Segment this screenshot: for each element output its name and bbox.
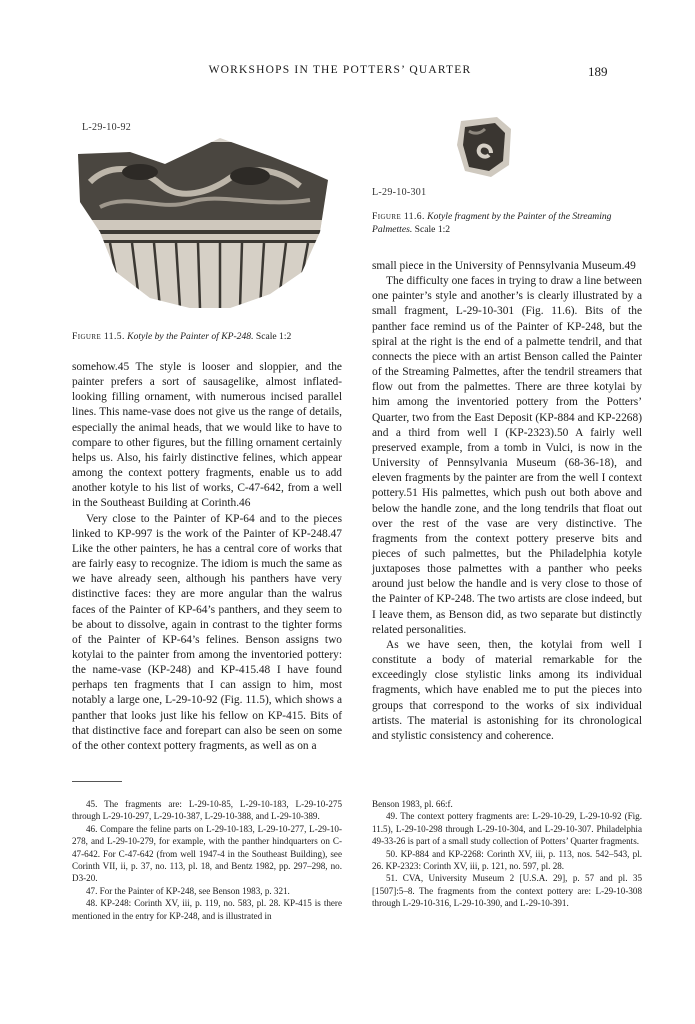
footnote: 50. KP-884 and KP-2268: Corinth XV, iii, p. 113, nos. 542–543, pl. 26. KP-2323: Corinth XV, iii, p. 121, no. 597, pl. 28.	[372, 848, 642, 872]
running-title: WORKSHOPS IN THE POTTERS’ QUARTER	[208, 64, 472, 76]
paragraph: small piece in the University of Pennsylvania Museum.49	[372, 260, 636, 272]
figure-11-5-photo	[70, 112, 332, 312]
footnote: 47. For the Painter of KP-248, see Benson 1983, p. 321.	[86, 885, 290, 896]
footnote: 51. CVA, University Museum 2 [U.S.A. 29], p. 57 and pl. 35 [1507]:5–8. The fragments from the context pottery are: L-29-10-308 through L-29-10-316, L-29-10-390, and L-29-10-391.	[372, 873, 642, 909]
fragment-photo-illustration	[455, 115, 515, 179]
figure-11-6-caption: Figure 11.6. Kotyle fragment by the Painter of the Streaming Palmettes. Scale 1:2	[372, 211, 612, 235]
body-column-right	[372, 259, 642, 744]
footnote: Benson 1983, pl. 66:f.	[372, 799, 453, 809]
paragraph: somehow.45 The style is looser and sloppier, and the painter prefers a sort of sausagelike, almost inflated-looking filling ornament, with numerous incised parallel lines. This name-vase does not give us the range of details, especially the animal heads, that we would like to have to compare to other figures, but the filling ornament certainly helps us. Also, his fairly distinctive felines, which appear among the context pottery fragments, enable us to add another kotyle to his list of works, C-47-642, from a well in the Southeast Building at Corinth.46	[72, 361, 342, 510]
footnote: 45. The fragments are: L-29-10-85, L-29-10-183, L-29-10-275 through L-29-10-297, L-29-10-387, L-29-10-388, and L-29-10-389.	[72, 799, 342, 822]
figure-11-5-label: L-29-10-92	[82, 122, 132, 133]
footnote-rule	[72, 781, 122, 782]
footnote: 46. Compare the feline parts on L-29-10-183, L-29-10-277, L-29-10-278, and L-29-10-279, for example, with the panther hindquarters on C-47-642. For C-47-642 (from well 1947-4 in the Southeast Building), see Corinth VII, ii, p. 37, no. 113, pl. 18, and Bentz 1982, pp. 297–298, no. D3-20.	[72, 823, 342, 884]
figure-11-6-label: L-29-10-301	[372, 187, 427, 198]
body-column-left	[72, 360, 342, 754]
footnote: 48. KP-248: Corinth XV, iii, p. 119, no. 583, pl. 28. KP-415 is there mentioned in the entry for KP-248, and is illustrated in	[72, 898, 342, 921]
footnote: 49. The context pottery fragments are: L-29-10-29, L-29-10-92 (Fig. 11.5), L-29-10-298 through L-29-10-304, and L-29-10-307. Philadelphia 49-33-26 is part of a small study collection of Potters’ Quarter fragments.	[372, 811, 642, 847]
kotyle-photo-illustration	[70, 112, 332, 312]
paragraph: As we have seen, then, the kotylai from well I constitute a body of material remarkable for the exceedingly close stylistic links among its individual fragments, which have enabled me to put the pieces into groups that correspond to the works of six individual artists. The material is astonishing for its chronological and stylistic consistency and coherence.	[372, 638, 642, 742]
paragraph: Very close to the Painter of KP-64 and to the pieces linked to KP-997 is the work of the Painter of KP-248.47 Like the other painters, he has a central core of works that are fairly easy to recognize. The idiom is much the same as we have already seen, although his panthers have very distinctive faces: they are more angular than the walrus faces of the Painter of KP-64’s panthers, and they seem to be about to dissolve, again in contrast to the tighter forms of the Painter of KP-64’s felines. Benson assigns two kotylai to the painter from among the inventoried pottery: the name-vase (KP-248) and KP-415.48 I have found perhaps ten fragments that I can assign to him, most notably a large one, L-29-10-92 (Fig. 11.5), which shows a panther that looks just like his fellow on KP-415. Bits of that distinctive face and forepart can also be seen on some of the other context pottery fragments, as well as on a	[72, 512, 342, 752]
figure-11-6-photo	[455, 115, 515, 179]
paragraph: The difficulty one faces in trying to draw a line between one painter’s style and another’s is clearly illustrated by a small fragment, L-29-10-301 (Fig. 11.6). Bits of the panther face remind us of the Painter of KP-248, but the spiral at the right is the end of a palmette tendril, and that connects the piece with an artist Benson called the Painter of the Streaming Palmettes, after the tendril streamers that flow out from the palmettes. There are three kotylai by him among the inventoried pottery from the Potters’ Quarter, two from the East Deposit (KP-884 and KP-2268) and a third from well I (KP-2323).50 A fairly well preserved example, from a tomb in Vulci, is now in the University of Pennsylvania Museum (68-36-18), and eleven fragments by the painter are from the well I context pottery.51 His palmettes, which push out both above and below the handle zone, and the long tendrils that float out over the rest of the vase are very distinctive. The fragments from the context pottery preserve bits and pieces of such palmettes, but the Philadelphia kotyle juxtaposes those palmettes with a panther who peeks around just below the handle and is very close to those of the Painter of KP-248. The two artists are close indeed, but I leave them, as Benson did, as two separate but distinctly related personalities.	[372, 275, 642, 636]
figure-11-5-caption: Figure 11.5. Kotyle by the Painter of KP-248. Scale 1:2	[72, 331, 292, 342]
page-number: 189	[588, 64, 608, 79]
footnotes-left	[72, 798, 342, 922]
footnotes-right	[372, 798, 642, 910]
